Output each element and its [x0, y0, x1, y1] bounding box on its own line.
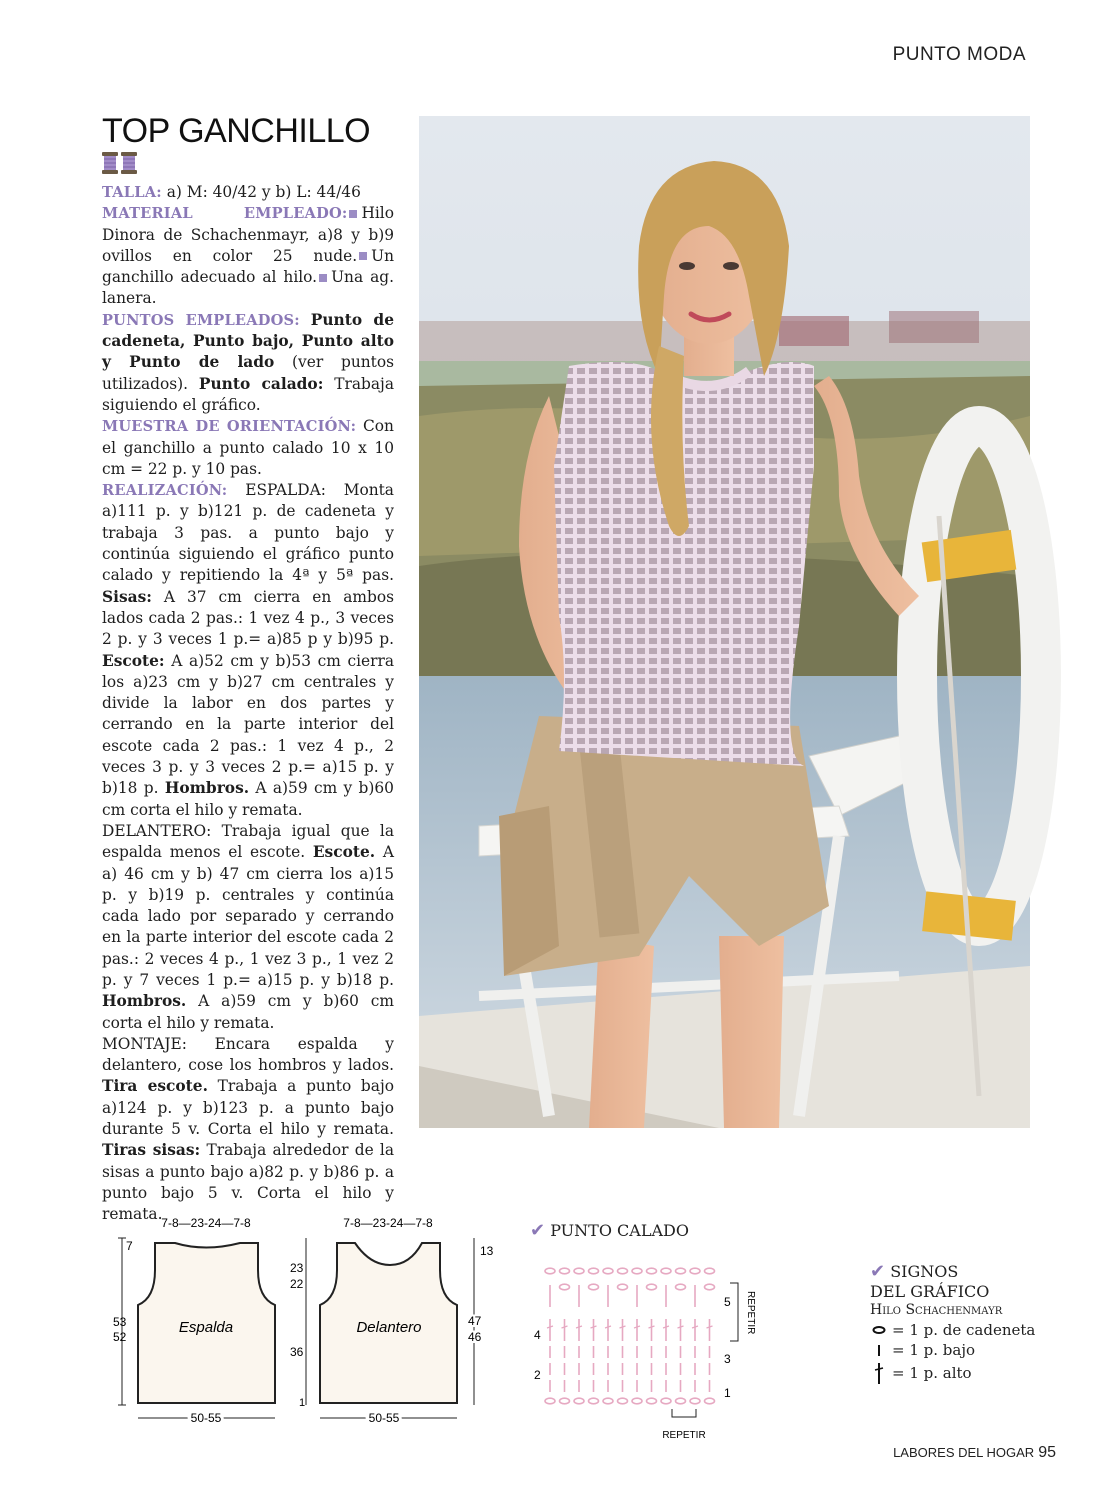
single-crochet-icon: [870, 1343, 888, 1357]
front-paragraph: DELANTERO: Trabaja igual que la espalda menos el escote. Escote. A a) 46 cm y b) 47 cm cierra los a)15 p. y b)19 p. centrales y continúa cada lado por separado y cerrando en la parte interior del escote cada 2 pas.: 2 veces 4 p., 1 vez 3 p., 1 vez 2 p. y 7 veces 1 p.= a)15 p. y b)18 p. Hombros. A a)59 cm y b)60 cm corta el hilo y remata.: [102, 821, 394, 1032]
row-label-5: 5: [724, 1295, 731, 1309]
chain-stitch-mark: [589, 1284, 599, 1290]
chain-stitch-mark: [589, 1398, 599, 1404]
assembly-paragraph: MONTAJE: Encara espalda y delantero, cose los hombros y lados. Tira escote. Trabaja a punto bajo a)124 p. y b)123 p. a punto bajo durante 5 v. Corta el hilo y remata. Tiras sisas: Trabaja alrededor de la sisas a punto bajo a)82 p. y b)86 p. a punto bajo 5 v. Corta el hilo y remata.: [102, 1034, 395, 1224]
instructions-text: [102, 182, 394, 1226]
chain-stitch-mark: [690, 1398, 700, 1404]
material-paragraph: MATERIAL EMPLEADO: Hilo Dinora de Schachenmayr, a)8 y b)9 ovillos en color 25 nude. Un ganchillo adecuado al hilo. Una ag. lanera.: [102, 204, 394, 308]
chart-title: ✔ PUNTO CALADO: [530, 1220, 689, 1241]
spool-icon: [121, 152, 137, 174]
row-label-1: 1: [724, 1386, 731, 1400]
bullet-square-icon: [359, 252, 367, 260]
front-bottom-measure: 50-55: [368, 1411, 400, 1425]
chain-stitch-mark: [632, 1268, 642, 1274]
gauge-paragraph: MUESTRA DE ORIENTACIÓN: Con el ganchillo a punto calado 10 x 10 cm = 22 p. y 10 pas.: [102, 417, 394, 478]
check-icon: ✔: [530, 1220, 546, 1241]
legend-brand: Hilo Schachenmayr: [870, 1302, 1003, 1318]
chain-stitch-icon: [870, 1326, 888, 1334]
back-left-measure-b: 52: [113, 1330, 127, 1344]
row-label-3: 3: [724, 1352, 731, 1366]
stitch-chart-grid: [530, 1241, 780, 1441]
chain-stitch-mark: [545, 1268, 555, 1274]
bullet-square-icon: [349, 210, 357, 218]
back-paragraph: REALIZACIÓN: ESPALDA: Monta a)111 p. y b)121 p. de cadeneta y trabaja 3 pas. a punto bajo y continúa siguiendo el gráfico punto calado y repitiendo la 4ª y 5ª pas. Sisas: A 37 cm cierra en ambos lados cada 2 pas.: 1 vez 4 p., 3 veces 2 p. y 3 veces 1 p.= a)85 p y b)95 p. Escote: A a)52 cm y b)53 cm cierra los a)23 cm y b)27 cm centrales y divide la labor en dos partes y cerrando en la parte interior del escote cada 2 pas.: 1 vez 4 p., 2 veces 3 p. y 3 veces 2 p.= a)15 p. y b)18 p. Hombros. A a)59 cm y b)60 cm corta el hilo y remata.: [102, 481, 394, 819]
chain-stitch-mark: [705, 1398, 715, 1404]
back-top-measure: 7-8—23-24—7-8: [161, 1216, 251, 1230]
chain-stitch-mark: [632, 1398, 642, 1404]
chain-stitch-mark: [705, 1284, 715, 1290]
chain-stitch-mark: [618, 1398, 628, 1404]
row-label-2: 2: [534, 1368, 541, 1382]
chain-stitch-mark: [676, 1268, 686, 1274]
repeat-horizontal-label: REPETIR: [662, 1430, 706, 1441]
garment-schematic: [100, 1210, 520, 1430]
back-left-measure-a: 53: [113, 1315, 127, 1329]
size-paragraph: TALLA: a) M: 40/42 y b) L: 44/46: [102, 183, 361, 201]
stitch-chart: [530, 1220, 780, 1441]
front-right-top-measure: 13: [480, 1244, 494, 1258]
stitches-paragraph: PUNTOS EMPLEADOS: Punto de cadeneta, Punto bajo, Punto alto y Punto de lado (ver puntos utilizados). Punto calado: Trabaja siguiendo el gráfico.: [102, 310, 394, 414]
legend-item-single: = 1 p. bajo: [870, 1340, 1070, 1360]
chain-stitch-mark: [618, 1284, 628, 1290]
front-body-measure: 36: [290, 1345, 304, 1359]
chain-stitch-mark: [705, 1268, 715, 1274]
legend-title: ✔ SIGNOS DEL GRÁFICO: [870, 1261, 990, 1301]
front-neck-measure-b: 22: [290, 1277, 304, 1291]
front-base-measure: 1: [299, 1397, 306, 1409]
magazine-name: LABORES DEL HOGAR: [893, 1445, 1035, 1460]
chart-legend: [870, 1262, 1070, 1386]
chain-stitch-mark: [589, 1268, 599, 1274]
chain-stitch-mark: [603, 1268, 613, 1274]
front-piece: [290, 1216, 494, 1425]
chain-stitch-mark: [603, 1398, 613, 1404]
chain-stitch-mark: [574, 1398, 584, 1404]
page-number: 95: [1038, 1444, 1056, 1461]
model-photo: [419, 116, 1030, 1128]
chain-stitch-mark: [618, 1268, 628, 1274]
spool-icon: [102, 152, 118, 174]
legend-item-chain: = 1 p. de cadeneta: [870, 1320, 1070, 1340]
chain-stitch-mark: [661, 1398, 671, 1404]
front-neck-measure-a: 23: [290, 1261, 304, 1275]
chain-stitch-mark: [574, 1268, 584, 1274]
front-right-measure-a: 47: [468, 1314, 482, 1328]
difficulty-rating: [102, 152, 137, 174]
chain-stitch-mark: [560, 1268, 570, 1274]
back-bottom-measure: 50-55: [190, 1411, 222, 1425]
model-photo-illustration: [419, 116, 1030, 1128]
back-piece-label: Espalda: [178, 1319, 234, 1336]
front-right-measure-b: 46: [468, 1330, 482, 1344]
legend-item-double: = 1 p. alto: [870, 1360, 1070, 1386]
double-crochet-icon: [870, 1361, 888, 1385]
row-label-4: 4: [534, 1328, 541, 1342]
chain-stitch-mark: [647, 1398, 657, 1404]
section-label: PUNTO MODA: [892, 44, 1026, 65]
check-icon: ✔: [870, 1261, 886, 1282]
chart-symbols: [545, 1268, 715, 1404]
chain-stitch-mark: [560, 1398, 570, 1404]
chain-stitch-mark: [690, 1268, 700, 1274]
bullet-square-icon: [319, 274, 327, 282]
chain-stitch-mark: [661, 1268, 671, 1274]
back-left-top-measure: 7: [126, 1239, 133, 1253]
chain-stitch-mark: [545, 1398, 555, 1404]
chain-stitch-mark: [560, 1284, 570, 1290]
chain-stitch-mark: [676, 1398, 686, 1404]
back-piece: [113, 1216, 275, 1425]
chain-stitch-mark: [647, 1268, 657, 1274]
chain-stitch-mark: [676, 1284, 686, 1290]
page-footer: [893, 1444, 1056, 1462]
front-top-measure: 7-8—23-24—7-8: [343, 1216, 433, 1230]
front-piece-label: Delantero: [356, 1319, 422, 1336]
page-title: TOP GANCHILLO: [102, 112, 371, 150]
repeat-vertical-label: REPETIR: [745, 1291, 756, 1335]
chain-stitch-mark: [647, 1284, 657, 1290]
